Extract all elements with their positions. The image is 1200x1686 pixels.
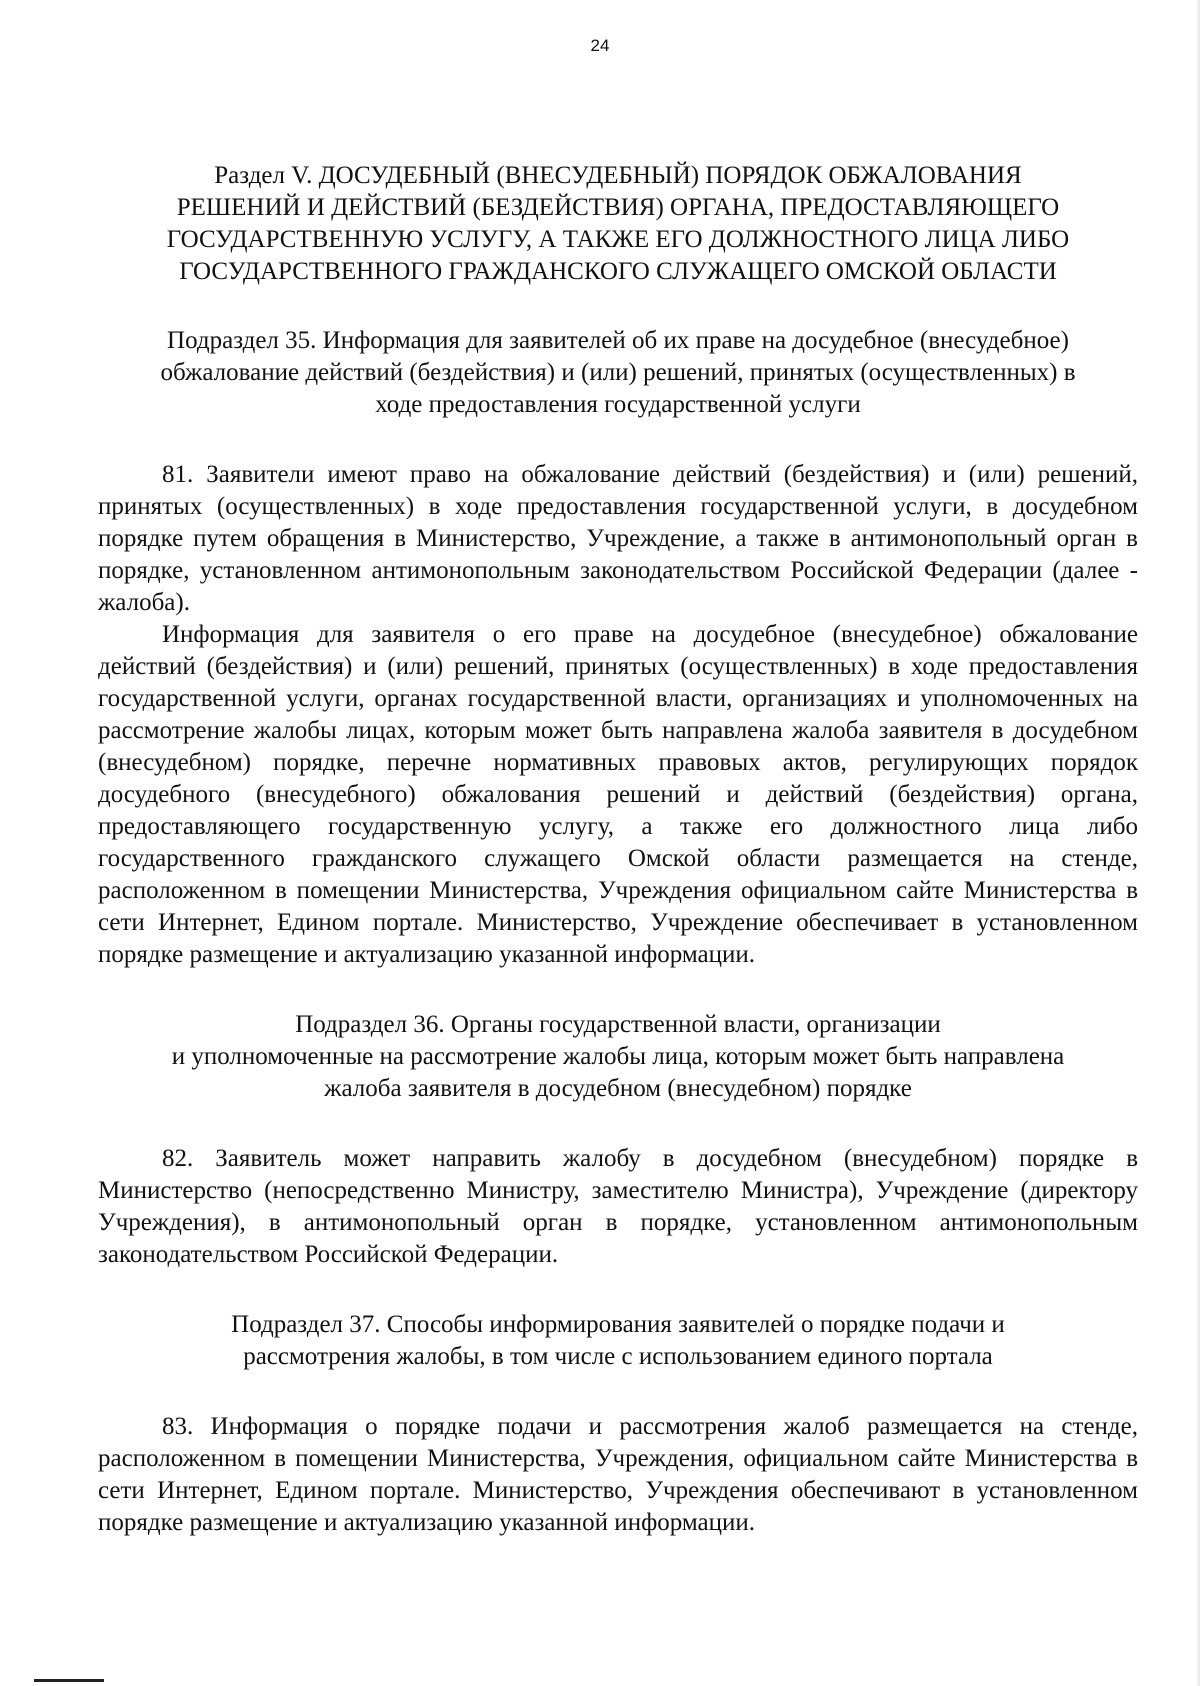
section-title-line: ГОСУДАРСТВЕННУЮ УСЛУГУ, А ТАКЖЕ ЕГО ДОЛЖНОСТНОГО ЛИЦА ЛИБО <box>166 226 1070 253</box>
subsection-title-line: жалоба заявителя в досудебном (внесудебном) порядке <box>324 1075 912 1102</box>
scan-edge-shadow <box>1196 0 1200 1686</box>
section-title <box>98 160 1138 288</box>
subsection-36-title <box>98 1009 1138 1105</box>
paragraph-82: 82. Заявитель может направить жалобу в досудебном (внесудебном) порядке в Министерство (непосредственно Министру, заместителю Министра), Учреждение (директору Учреждения), в антимонопольный орган в порядке, установленном антимонопольным законодательством Российской Федерации. <box>98 1145 1138 1268</box>
subsection-title-line: ходе предоставления государственной услуги <box>375 391 861 418</box>
paragraph-81-info: Информация для заявителя о его праве на досудебное (внесудебное) обжалование действий (бездействия) и (или) решений, принятых (осуществленных) в ходе предоставления государственной услуги, органах государственной власти, организациях и уполномоченных на рассмотрение жалобы лицах, которым может быть направлена жалоба заявителя в досудебном (внесудебном) порядке, перечне нормативных правовых актов, регулирующих порядок досудебного (внесудебного) обжалования решений и действий (бездействия) органа, предоставляющего государственную услугу, а также его должностного лица либо государственного гражданского служащего Омской области размещается на стенде, расположенном в помещении Министерства, Учреждения официальном сайте Министерства в сети Интернет, Едином портале. Министерство, Учреждение обеспечивает в установленном порядке размещение и актуализацию указанной информации. <box>98 621 1138 968</box>
paragraph-81: 81. Заявители имеют право на обжалование действий (бездействия) и (или) решений, принятых (осуществленных) в ходе предоставления государственной услуги, в досудебном порядке путем обращения в Министерство, Учреждение, а также в антимонопольный орган в порядке, установленном антимонопольным законодательством Российской Федерации (далее - жалоба). <box>98 461 1138 616</box>
subsection-35-title <box>98 325 1138 421</box>
subsection-title-line: обжалование действий (бездействия) и (или) решений, принятых (осуществленных) в <box>160 359 1076 386</box>
section-title-line: РЕШЕНИЙ И ДЕЙСТВИЙ (БЕЗДЕЙСТВИЯ) ОРГАНА, ПРЕДОСТАВЛЯЮЩЕГО <box>176 194 1060 221</box>
subsection-37-title <box>98 1309 1138 1373</box>
subsection-title-line: рассмотрения жалобы, в том числе с использованием единого портала <box>243 1343 993 1370</box>
subsection-title-line: Подраздел 35. Информация для заявителей об их праве на досудебное (внесудебное) <box>167 327 1069 354</box>
paragraph-83: 83. Информация о порядке подачи и рассмотрения жалоб размещается на стенде, расположенном в помещении Министерства, Учреждения, официальном сайте Министерства в сети Интернет, Едином портале. Министерство, Учреждения обеспечивают в установленном порядке размещение и актуализацию указанной информации. <box>98 1413 1138 1536</box>
subsection-title-line: Подраздел 36. Органы государственной власти, организации <box>295 1011 941 1038</box>
section-title-line: Раздел V. ДОСУДЕБНЫЙ (ВНЕСУДЕБНЫЙ) ПОРЯДОК ОБЖАЛОВАНИЯ <box>214 162 1022 189</box>
section-title-line: ГОСУДАРСТВЕННОГО ГРАЖДАНСКОГО СЛУЖАЩЕГО ОМСКОЙ ОБЛАСТИ <box>179 258 1057 285</box>
document-body <box>98 160 1138 1539</box>
subsection-title-line: и уполномоченные на рассмотрение жалобы лица, которым может быть направлена <box>171 1043 1065 1070</box>
subsection-title-line: Подраздел 37. Способы информирования заявителей о порядке подачи и <box>231 1311 1005 1338</box>
scan-corner-mark <box>34 1679 104 1682</box>
page-number: 24 <box>590 36 610 55</box>
